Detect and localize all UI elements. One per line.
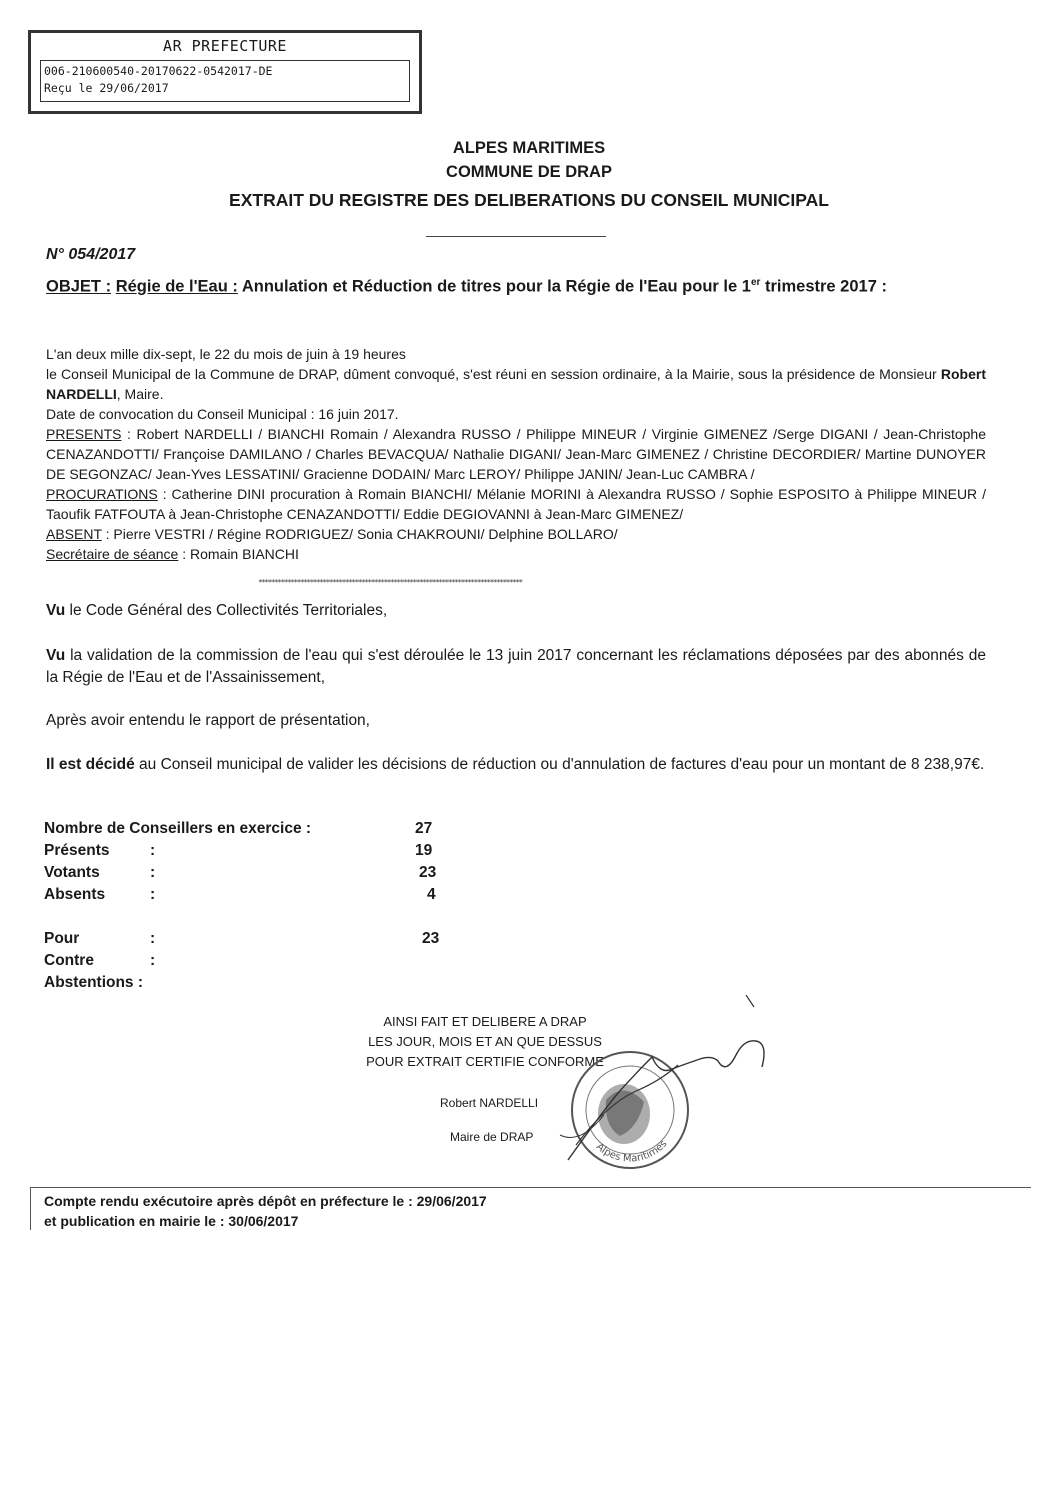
exercice-value: 27 — [415, 820, 433, 837]
header-divider — [426, 236, 606, 237]
secretaire-name: : Romain BIANCHI — [178, 546, 299, 562]
colon: : — [150, 886, 156, 903]
abstentions-label: Abstentions : — [44, 974, 144, 991]
meeting-absent — [46, 524, 986, 544]
meeting-president-role: , Maire. — [116, 386, 164, 402]
stamp-reference: 006-210600540-20170622-0542017-DE — [44, 64, 273, 78]
absent-list: : Pierre VESTRI / Régine RODRIGUEZ/ Sonia CHAKROUNI/ Delphine BOLLARO/ — [101, 526, 618, 542]
objet-text-2: trimestre 2017 : — [760, 277, 887, 296]
signatory-name: Robert NARDELLI — [440, 1096, 539, 1110]
meeting-convocation-line: Date de convocation du Conseil Municipal : 16 juin 2017. — [46, 406, 399, 422]
colon: : — [150, 864, 156, 881]
presents-list: : Robert NARDELLI / BIANCHI Romain / Alexandra RUSSO / Philippe MINEUR / Virginie GIMENEZ /Serge DIGANI / Jean-Christophe CENAZANDOTTI/ Françoise DAMILANO / Charles BEVACQUA/ Nathalie DIGANI/ Jean-Marc GIMENEZ / Christine DECORDIER/ Martine DUNOYER DE SEGONZAC/ Jean-Yves LESSATINI/ Gracienne DODAIN/ Marc LEROY/ Philippe JANIN/ Jean-Luc CAMBRA / — [46, 426, 986, 482]
meeting-date-line: L'an deux mille dix-sept, le 22 du mois de juin à 19 heures — [46, 346, 406, 362]
meeting-president: Robert NARDELLI — [46, 366, 986, 402]
vu-word: Vu — [46, 602, 66, 619]
deliberation-number: N° 054/2017 — [46, 246, 136, 263]
decision-text — [46, 754, 986, 776]
votants-label: Votants — [44, 864, 100, 881]
stamp-title: AR PREFECTURE — [163, 37, 287, 55]
presents-count-label: Présents — [44, 842, 110, 859]
ar-prefecture-stamp — [28, 30, 422, 114]
decide-text: au Conseil municipal de valider les décisions de réduction ou d'annulation de factures d'eau pour un montant de 8 238,97€. — [134, 756, 985, 773]
deliberation-objet — [46, 270, 991, 300]
vu1-text: le Code Général des Collectivités Territoriales, — [65, 602, 388, 619]
vu-commission — [46, 645, 986, 689]
stamp-inner-box — [40, 60, 410, 102]
pour-label: Pour — [44, 930, 80, 947]
meeting-procurations — [46, 484, 986, 524]
asterisk-separator: ********************************************************************************** — [258, 578, 522, 587]
secretaire-label: Secrétaire de séance — [46, 546, 179, 562]
footer-prefecture-line: Compte rendu exécutoire après dépôt en préfecture le : 29/06/2017 — [44, 1193, 487, 1209]
signature-line-1: AINSI FAIT ET DELIBERE A DRAP — [383, 1014, 587, 1029]
stamp-received-date: Reçu le 29/06/2017 — [44, 81, 169, 95]
vu-word: Vu — [46, 647, 66, 664]
header-department: ALPES MARITIMES — [452, 139, 606, 157]
contre-label: Contre — [44, 952, 94, 969]
meeting-session-line — [46, 364, 986, 404]
colon: : — [150, 930, 156, 947]
vu2-text: la validation de la commission de l'eau qui s'est déroulée le 13 juin 2017 concernant les réclamations déposées par des abonnés de la Régie de l'Eau et de l'Assainissement, — [46, 647, 986, 686]
procurations-list: : Catherine DINI procuration à Romain BIANCHI/ Mélanie MORINI à Alexandra RUSSO / Sophie ESPOSITO à Philippe MINEUR / Taoufik FATFOUTA à Jean-Christophe CENAZANDOTTI/ Eddie DEGIOVANNI à Jean-Marc GIMENEZ/ — [46, 486, 986, 522]
decide-bold: Il est décidé — [46, 756, 135, 773]
vu-code-general — [46, 600, 986, 622]
rapport-text: Après avoir entendu le rapport de présentation, — [46, 712, 370, 729]
seal-text: Alpes Maritimes — [593, 1138, 670, 1165]
signature-line-2: LES JOUR, MOIS ET AN QUE DESSUS — [368, 1034, 602, 1049]
objet-superscript: er — [750, 277, 761, 288]
meeting-presents — [46, 424, 986, 484]
objet-text-1: Annulation et Réduction de titres pour la Régie de l'Eau pour le 1 — [237, 277, 751, 296]
header-commune: COMMUNE DE DRAP — [446, 163, 612, 181]
absent-label: ABSENT — [46, 526, 102, 542]
meeting-session-text: le Conseil Municipal de la Commune de DRAP, dûment convoqué, s'est réuni en session ordinaire, à la Mairie, sous la présidence de Monsieur — [46, 366, 941, 382]
signature-line-3: POUR EXTRAIT CERTIFIE CONFORME — [366, 1054, 604, 1069]
colon: : — [150, 842, 156, 859]
presents-label: PRESENTS — [46, 426, 122, 442]
absents-count: 4 — [427, 886, 436, 903]
header-register-title: EXTRAIT DU REGISTRE DES DELIBERATIONS DU CONSEIL MUNICIPAL — [229, 190, 829, 210]
footer-publication-line: et publication en mairie le : 30/06/2017 — [44, 1213, 299, 1229]
procurations-label: PROCURATIONS — [46, 486, 158, 502]
meeting-details — [46, 344, 986, 564]
meeting-secretaire — [46, 544, 986, 564]
votants-count: 23 — [419, 864, 437, 881]
objet-topic: Régie de l'Eau : — [115, 277, 238, 296]
pour-count: 23 — [422, 930, 440, 947]
exercice-label: Nombre de Conseillers en exercice : — [44, 820, 312, 837]
signature-scribble-icon — [540, 995, 780, 1170]
signatory-title: Maire de DRAP — [450, 1130, 534, 1144]
objet-label: OBJET : — [46, 277, 112, 296]
presents-count: 19 — [415, 842, 433, 859]
absents-label: Absents — [44, 886, 106, 903]
colon: : — [150, 952, 156, 969]
